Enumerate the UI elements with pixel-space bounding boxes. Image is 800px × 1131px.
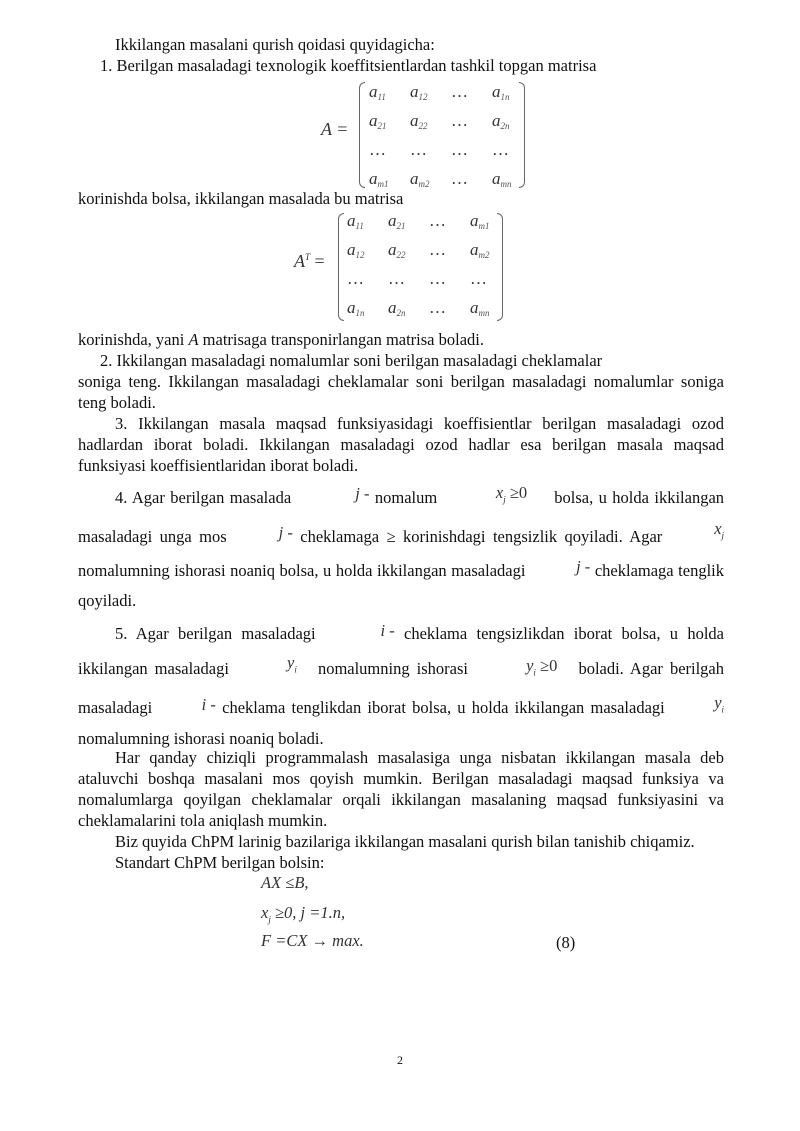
system-line-2-rest: ≥0, j =1.n, bbox=[270, 902, 346, 922]
item4-f: cheklamaga tenglik qoyiladi. bbox=[78, 561, 724, 611]
para-har: Har qanday chiziqli programmalash masalasiga unga nisbatan ikkilangan masala deb ataluvchi boshqa masalani mos qoyish mumkin. Berilgan masaladagi maqsad funksiya va nomalumlarga qoyilgan cheklamalar orqali ikkilangan masalaning maqsad funksiyasini va cheklamalarini tola aniqlash mumkin. bbox=[78, 747, 724, 830]
item4-b: nomalum bbox=[374, 488, 438, 507]
matrix-at-eq: = bbox=[314, 251, 325, 271]
item4-j3: j - bbox=[576, 557, 591, 577]
matrix-at-cell-3-3: $a_{mn}$ bbox=[470, 298, 490, 318]
item-1: 1. Berilgan masaladagi texnologik koeffitsientlardan tashkil topgan matrisa bbox=[100, 56, 597, 75]
matrix-a-cell-0-2: … bbox=[451, 82, 468, 101]
item5-d: boladi. Agar berilgah masaladagi bbox=[78, 659, 724, 717]
system-line-1: AX ≤B, bbox=[261, 872, 309, 892]
matrix-at-letter: A bbox=[294, 251, 305, 271]
item5-a: 5. Agar berilgan masaladagi bbox=[115, 624, 316, 644]
matrix-at-cell-3-2: … bbox=[429, 298, 446, 317]
matrix-a-cell-2-2: … bbox=[451, 140, 468, 159]
intro-line: Ikkilangan masalani qurish qoidasi quyidagicha: bbox=[115, 35, 435, 54]
matrix-at-cell-3-0: $a_{1n}$ bbox=[347, 298, 365, 318]
item4-xj-sub: j bbox=[503, 494, 506, 505]
after-matrix-at bbox=[78, 329, 724, 350]
item4-e: nomalumning ishorasi noaniq bolsa, u holda ikkilangan masaladagi bbox=[78, 561, 526, 581]
page-number: 2 bbox=[397, 1053, 403, 1067]
item5-e: cheklama tenglikdan iborat bolsa, u holda ikkilangan masaladagi bbox=[222, 697, 665, 717]
item5-yi-sub: i bbox=[294, 664, 297, 675]
item4-xj-x: x bbox=[495, 483, 504, 502]
system-line-3: F =CX → max. bbox=[261, 930, 364, 950]
item5-geq0: ≥0 bbox=[540, 656, 558, 676]
item-2-first: 2. Ikkilangan masaladagi nomalumlar soni berilgan masaladagi cheklamalar bbox=[100, 351, 603, 370]
matrix-at-sup: T bbox=[305, 252, 311, 262]
system-line-2-sub: j bbox=[268, 914, 271, 925]
item5-yi3 bbox=[677, 688, 724, 724]
para-biz: Biz quyida ChPM larinig bazilariga ikkilangan masalani qurish bilan tanishib chiqamiz. bbox=[115, 831, 695, 851]
matrix-a-cell-3-1: $a_{m2}$ bbox=[410, 169, 430, 189]
item4-xj2 bbox=[677, 514, 724, 550]
item5-i1: i - bbox=[380, 621, 395, 641]
matrix-at-cell-3-1: $a_{2n}$ bbox=[388, 298, 406, 318]
matrix-a-left-bracket bbox=[359, 82, 365, 188]
item5-yi-y: y bbox=[287, 653, 295, 673]
matrix-a-cell-1-3: $a_{2n}$ bbox=[492, 111, 510, 131]
matrix-at-cell-0-0: $a_{11}$ bbox=[347, 211, 364, 231]
item4-geq0: ≥0 bbox=[509, 483, 528, 502]
matrix-at-cell-0-3: $a_{m1}$ bbox=[470, 211, 490, 231]
matrix-a-cell-3-0: $a_{m1}$ bbox=[369, 169, 389, 189]
matrix-at-cell-2-3: … bbox=[470, 269, 487, 288]
item5-f: nomalumning ishorasi noaniq boladi. bbox=[78, 728, 324, 748]
item-5 bbox=[78, 616, 724, 753]
matrix-at-cell-2-2: … bbox=[429, 269, 446, 288]
matrix-a-cell-1-2: … bbox=[451, 111, 468, 130]
item5-yi3-y: y bbox=[714, 692, 722, 712]
matrix-a-cell-0-0: $a_{11}$ bbox=[369, 82, 386, 102]
item4-j1: j - bbox=[355, 484, 370, 503]
matrix-at-cell-1-0: $a_{12}$ bbox=[347, 240, 365, 260]
para-standart: Standart ChPM berilgan bolsin: bbox=[115, 852, 325, 872]
matrix-a-cell-0-3: $a_{1n}$ bbox=[492, 82, 510, 102]
matrix-at-left-bracket bbox=[338, 213, 344, 321]
matrix-a-cell-2-0: … bbox=[369, 140, 386, 159]
item5-yi2 bbox=[489, 651, 557, 687]
matrix-a-cell-2-1: … bbox=[410, 140, 427, 159]
item4-a: 4. Agar berilgan masalada bbox=[115, 488, 292, 507]
matrix-at-cell-0-2: … bbox=[429, 211, 446, 230]
document-body bbox=[78, 34, 724, 963]
item5-c: nomalumning ishorasi bbox=[317, 659, 468, 679]
matrix-a-cell-3-3: $a_{mn}$ bbox=[492, 169, 512, 189]
matrix-at bbox=[78, 209, 724, 329]
item5-yi2-y: y bbox=[526, 656, 534, 676]
item4-xj2-x: x bbox=[714, 519, 722, 539]
item5-yi bbox=[250, 648, 297, 684]
item5-yi2-sub: i bbox=[533, 667, 536, 678]
item4-d: cheklamaga ≥ korinishdagi tengsizlik qoyiladi. Agar bbox=[300, 527, 663, 547]
item5-i2: i - bbox=[201, 694, 216, 714]
item-3: 3. Ikkilangan masala maqsad funksiyasidagi koeffisientlar berilgan masaladagi ozod hadlardan iborat boladi. Ikkilangan masaladagi ozod hadlar esa berilgan masala maqsad funksiyasi koeffisientlaridan iborat boladi. bbox=[78, 414, 724, 475]
system-line-2-x: x bbox=[261, 902, 269, 922]
matrix-a-cell-1-0: $a_{21}$ bbox=[369, 111, 387, 131]
matrix-at-cell-1-3: $a_{m2}$ bbox=[470, 240, 490, 260]
system-8 bbox=[78, 873, 724, 963]
equation-number: (8) bbox=[556, 932, 576, 952]
item-4 bbox=[78, 478, 724, 616]
matrix-at-cell-2-1: … bbox=[388, 269, 405, 288]
item4-c: bolsa, u holda ikkilangan masaladagi unga mos bbox=[78, 488, 725, 547]
after-matrix-a: korinishda bolsa, ikkilangan masalada bu matrisa bbox=[78, 189, 404, 208]
matrix-at-cell-1-1: $a_{22}$ bbox=[388, 240, 406, 260]
matrix-a-label: A = bbox=[321, 119, 349, 139]
after-at-a: A bbox=[188, 330, 199, 349]
item5-b: cheklama tengsizlikdan iborat bolsa, u holda ikkilangan masaladagi bbox=[78, 624, 724, 679]
system-line-2 bbox=[261, 903, 345, 924]
item5-yi3-sub: i bbox=[721, 703, 725, 714]
item4-j2: j - bbox=[278, 523, 293, 543]
matrix-a-cell-3-2: … bbox=[451, 169, 468, 188]
matrix-a-cell-2-3: … bbox=[492, 140, 509, 159]
after-at-pre: korinishda, yani bbox=[78, 330, 189, 349]
item4-xj bbox=[459, 478, 527, 514]
item4-xj2-sub: j bbox=[721, 530, 725, 541]
after-at-post: matrisaga transponirlangan matrisa boladi. bbox=[198, 330, 485, 349]
matrix-at-cell-1-2: … bbox=[429, 240, 446, 259]
item-2-rest: soniga teng. Ikkilangan masaladagi cheklamalar soni berilgan masaladagi nomalumlar soniga teng boladi. bbox=[78, 372, 724, 412]
matrix-a bbox=[78, 76, 724, 188]
matrix-a-cell-1-1: $a_{22}$ bbox=[410, 111, 428, 131]
matrix-at-label bbox=[294, 251, 325, 272]
matrix-at-cell-2-0: … bbox=[347, 269, 364, 288]
matrix-at-cell-0-1: $a_{21}$ bbox=[388, 211, 406, 231]
matrix-a-cell-0-1: $a_{12}$ bbox=[410, 82, 428, 102]
